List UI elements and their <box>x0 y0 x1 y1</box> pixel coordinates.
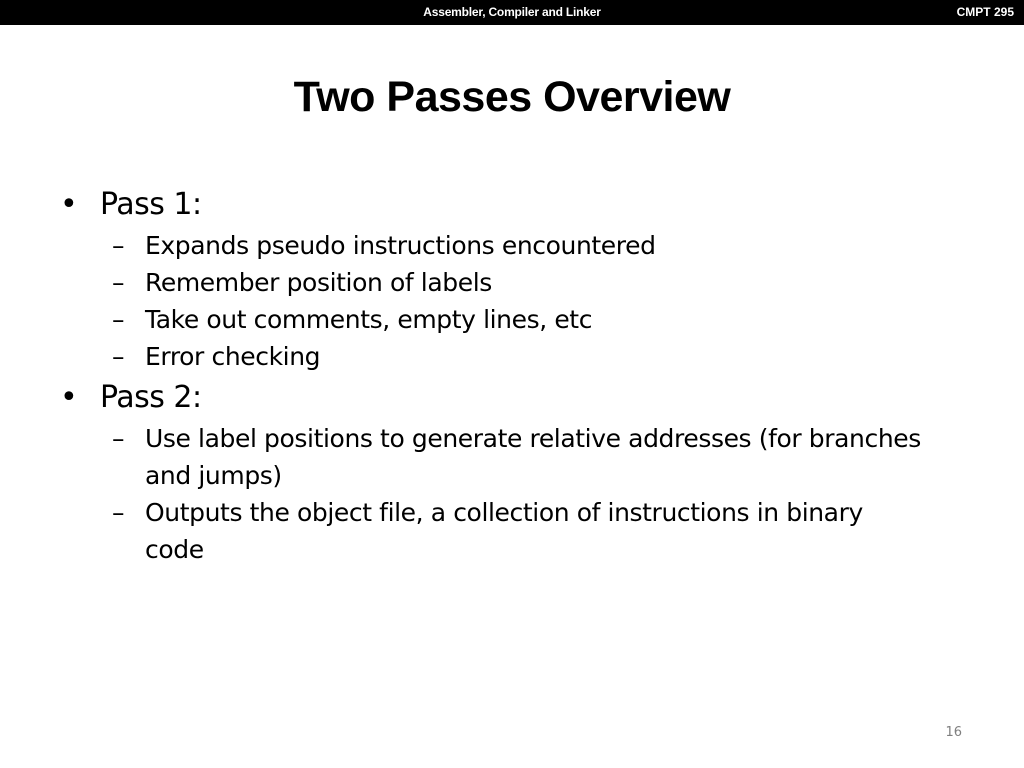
sub-item-text: Remember position of labels <box>145 268 492 297</box>
slide-content <box>60 182 960 568</box>
sub-item <box>60 494 925 568</box>
page-number: 16 <box>945 725 962 740</box>
dash-icon: – <box>112 231 125 260</box>
sub-item <box>60 301 925 338</box>
header-bar <box>0 0 1024 25</box>
sub-item-text: Outputs the object file, a collection of instructions in binary code <box>145 498 863 564</box>
sub-item-text: Take out comments, empty lines, etc <box>145 305 593 334</box>
bullet-label: Pass 1: <box>100 187 202 222</box>
bullet-label: Pass 2: <box>100 380 202 415</box>
sub-item <box>60 227 925 264</box>
dash-icon: – <box>112 305 125 334</box>
sub-item-text: Expands pseudo instructions encountered <box>145 231 656 260</box>
header-topic: Assembler, Compiler and Linker <box>423 5 601 19</box>
pass-1-subitems <box>60 227 960 375</box>
bullet-icon: • <box>60 380 78 415</box>
slide-title: Two Passes Overview <box>293 73 731 121</box>
sub-item <box>60 338 925 375</box>
bullet-pass-1 <box>60 182 960 227</box>
sub-item-text: Error checking <box>145 342 321 371</box>
bullet-pass-2 <box>60 375 960 420</box>
sub-item-text: Use label positions to generate relative addresses (for branches and jumps) <box>145 424 921 490</box>
bullet-icon: • <box>60 187 78 222</box>
header-course-code: CMPT 295 <box>956 5 1014 19</box>
sub-item <box>60 420 925 494</box>
dash-icon: – <box>112 268 125 297</box>
dash-icon: – <box>112 424 125 453</box>
sub-item <box>60 264 925 301</box>
dash-icon: – <box>112 498 125 527</box>
pass-2-subitems <box>60 420 960 568</box>
dash-icon: – <box>112 342 125 371</box>
